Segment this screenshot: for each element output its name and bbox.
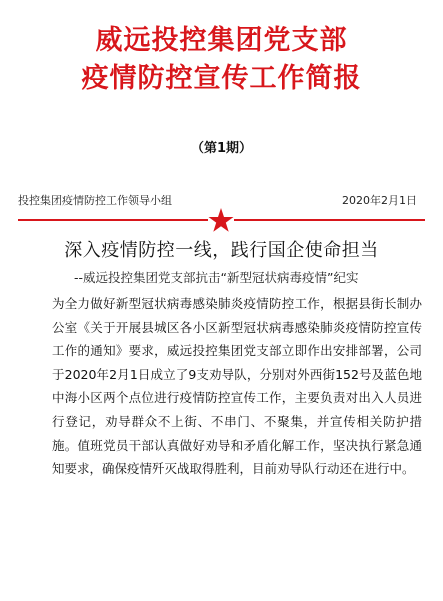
star-icon bbox=[208, 207, 234, 233]
masthead bbox=[0, 22, 443, 98]
issue-date: 2020年2月1日 bbox=[342, 194, 417, 207]
article-body: 为全力做好新型冠状病毒感染肺炎疫情防控工作，根据县街长制办公室《关于开展县城区各小区新型冠状病毒感染肺炎疫情防控宣传工作的通知》要求，威远投控集团党支部立即作出安排部署，公司于2020年2月1日成立了9支劝导队，分别对外西街152号及蓝色地中海小区两个点位进行疫情防控宣传工作，主要负责对出入人员进行登记，劝导群众不上街、不串门、不聚集，并宣传相关防护措施。值班党员干部认真做好劝导和矛盾化解工作，坚决执行紧急通知要求，确保疫情歼灭战取得胜利，目前劝导队行动还在进行中。 bbox=[52, 296, 422, 477]
meta-row bbox=[18, 192, 417, 208]
issue-number: （第1期） bbox=[190, 141, 253, 156]
article-subheadline: --威远投控集团党支部抗击“新型冠状病毒疫情”纪实 bbox=[74, 270, 359, 285]
masthead-title-line1: 威远投控集团党支部 bbox=[95, 25, 348, 56]
article-headline: 深入疫情防控一线，践行国企使命担当 bbox=[64, 240, 379, 261]
masthead-title-line2: 疫情防控宣传工作简报 bbox=[81, 63, 362, 94]
issuing-organization: 投控集团疫情防控工作领导小组 bbox=[18, 194, 172, 207]
